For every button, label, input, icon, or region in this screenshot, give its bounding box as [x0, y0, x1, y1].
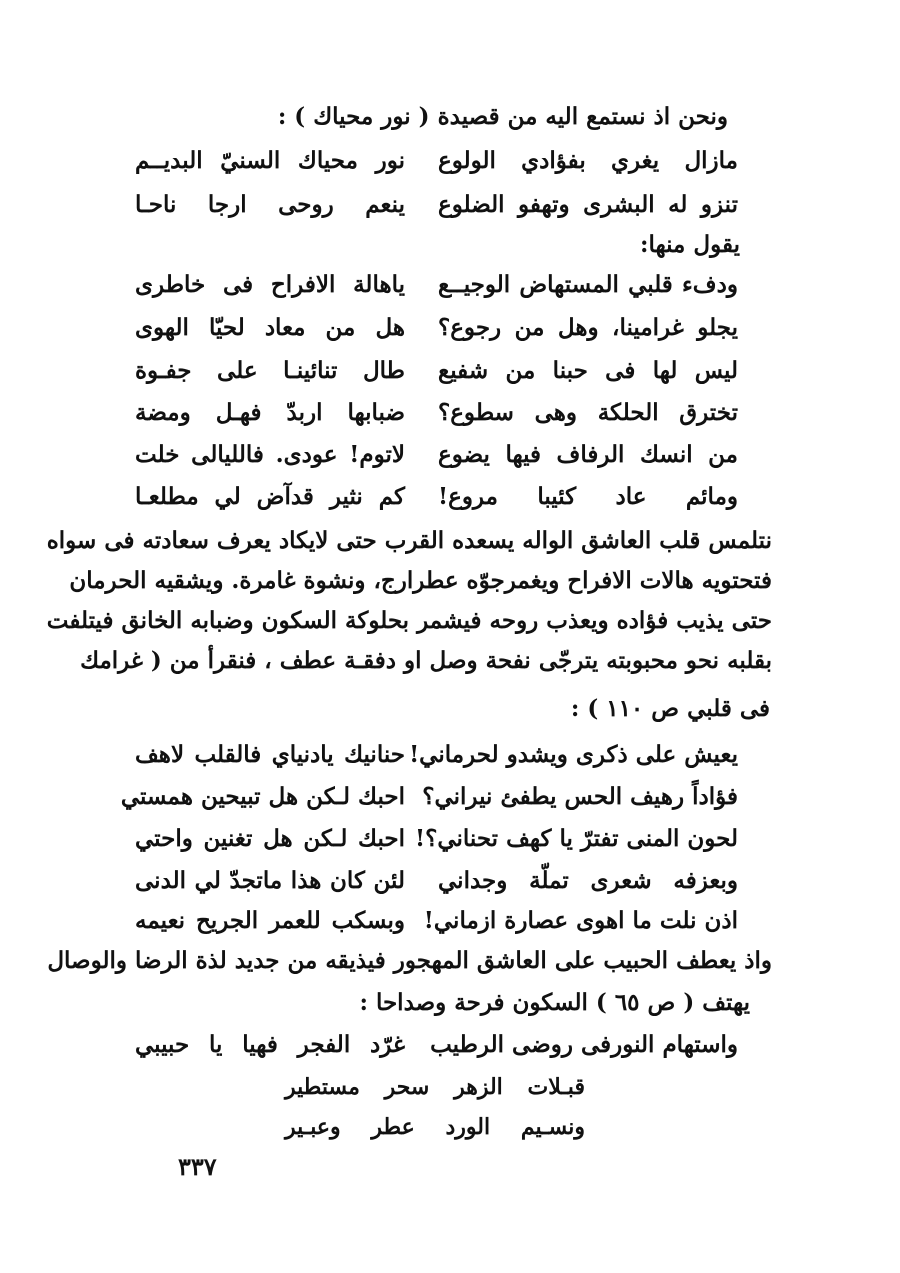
verse-hemistich: نور محياك السنيّ البديــم — [135, 147, 405, 174]
verse-hemistich: لحون المنى تفترّ يا كهف تحناني؟! — [415, 825, 738, 852]
says-from-it: يقول منها: — [640, 231, 740, 258]
prose-line: حتى يذيب فؤاده ويعذب روحه فيشمر بحلوكة السكون وضبابه الخانق فيتلفت — [46, 607, 772, 634]
prose-line: بقلبه نحو محبوبته يترجّى نفحة وصل او دفقـة عطف ، فنقرأ من ( غرامك — [80, 647, 772, 674]
refrain-word: مستطير — [285, 1074, 360, 1100]
prose-line: واذ يعطف الحبيب على العاشق المهجور فيذيقه من جديد لذة الرضا والوصال — [47, 947, 772, 974]
refrain-word: الزهر — [454, 1074, 503, 1100]
verse-hemistich: هل من معاد لحيّا الهوى — [135, 314, 405, 341]
verse-hemistich: لئن كان هذا ماتجدّ لي الدنى — [135, 867, 405, 894]
verse-hemistich: تنزو له البشرى وتهفو الضلوع — [438, 191, 738, 218]
verse-hemistich: مازال يغري بفؤادي الولوع — [438, 147, 738, 174]
prose-line: فتحتويه هالات الافراح ويغمرجوّه عطرارج، ونشوة غامرة. ويشقيه الحرمان — [69, 567, 772, 594]
verse-hemistich: طال تنائينـا على جفـوة — [135, 357, 405, 384]
verse-hemistich: يجلو غرامينا، وهل من رجوع؟ — [438, 314, 738, 341]
intro-line: ونحن اذ نستمع اليه من قصيدة ( نور محياك ) : — [277, 103, 728, 130]
verse-hemistich: واستهام النورفى روضى الرطيب — [430, 1031, 738, 1058]
refrain-word: ونسـيم — [520, 1114, 585, 1140]
refrain-word: الورد — [445, 1114, 491, 1140]
verse-hemistich: ينعم روحى ارجا ناحـا — [135, 191, 405, 218]
verse-hemistich: تخترق الحلكة وهى سطوع؟ — [438, 399, 738, 426]
verse-hemistich: اذن نلت ما اهوى عصارة ازماني! — [423, 907, 738, 934]
verse-hemistich: ودفء قلبي المستهاض الوجيــع — [438, 271, 738, 298]
page-number: ٣٣٧ — [178, 1152, 217, 1181]
prose-line: نتلمس قلب العاشق الواله يسعده القرب حتى لايكاد يعرف سعادته فى سواه — [46, 527, 772, 554]
refrain-word: سحر — [384, 1074, 430, 1100]
verse-hemistich: حنانيك يادنياي فالقلب لاهف — [135, 741, 405, 768]
verse-hemistich: ليس لها فى حبنا من شفيع — [438, 357, 738, 384]
verse-hemistich: ياهالة الافراح فى خاطرى — [135, 271, 405, 298]
refrain-word: عطر — [371, 1114, 415, 1140]
refrain-line — [285, 1112, 585, 1142]
refrain-line — [285, 1072, 585, 1102]
verse-hemistich: احبك لـكن هل تبيحين همستي — [120, 783, 405, 810]
verse-hemistich: احبك لـكن هل تغنين واحتي — [135, 825, 405, 852]
prose-line-end: يهتف ( ص ٦٥ ) السكون فرحة وصداحا : — [359, 989, 750, 1016]
verse-hemistich: يعيش على ذكرى ويشدو لحرماني! — [409, 741, 738, 768]
verse-hemistich: غرّد الفجر فهيا يا حبيبي — [135, 1031, 405, 1058]
refrain-word: قبـلات — [527, 1074, 585, 1100]
verse-hemistich: وبسكب للعمر الجريح نعيمه — [135, 907, 405, 934]
verse-hemistich: كم نثير قدآض لي مطلعـا — [135, 483, 405, 510]
verse-hemistich: ضبابها اربدّ فهـل ومضة — [135, 399, 405, 426]
prose-line-end: فى قلبي ص ١١٠ ) : — [570, 695, 770, 722]
verse-hemistich: لاتوم! عودى. فالليالى خلت — [135, 441, 405, 468]
verse-hemistich: من انسك الرفاف فيها يضوع — [438, 441, 738, 468]
refrain-word: وعبـير — [285, 1114, 341, 1140]
verse-hemistich: وبعزفه شعرى تملّة وجداني — [438, 867, 738, 894]
verse-hemistich: ومائم عاد كئيبا مروع! — [438, 483, 738, 510]
verse-hemistich: فؤاداً رهيف الحس يطفئ نيراني؟ — [422, 783, 738, 810]
